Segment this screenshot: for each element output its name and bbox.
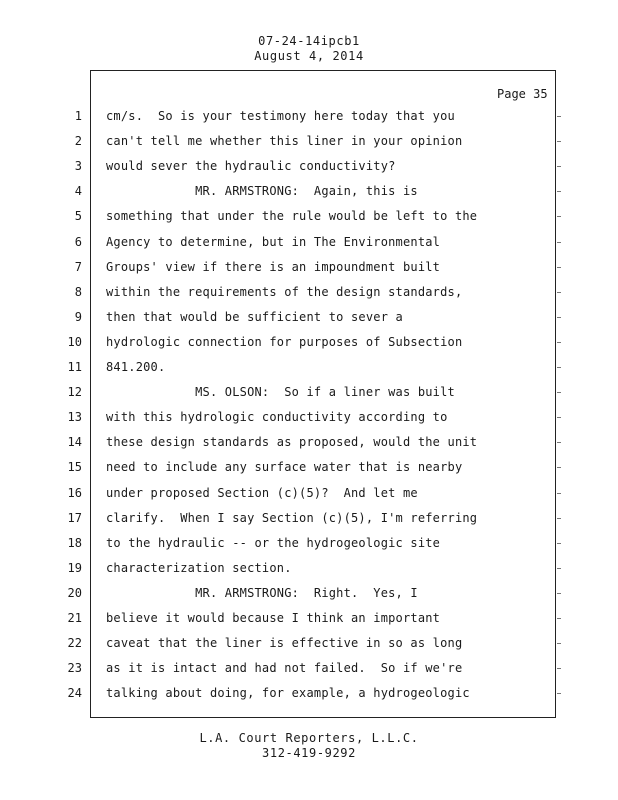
transcript-line: these design standards as proposed, would the unit <box>106 435 478 449</box>
transcript-line: believe it would because I think an important <box>106 611 441 625</box>
margin-tick <box>557 267 561 268</box>
margin-tick <box>557 568 561 569</box>
transcript-line: caveat that the liner is effective in so as long <box>106 636 463 650</box>
line-number: 2 <box>74 134 82 148</box>
margin-tick <box>557 216 561 217</box>
transcript-line: characterization section. <box>106 561 292 575</box>
margin-tick <box>557 493 561 494</box>
transcript-line: then that would be sufficient to sever a <box>106 310 403 324</box>
margin-tick <box>557 166 561 167</box>
margin-tick <box>557 141 561 142</box>
transcript-line: hydrologic connection for purposes of Subsection <box>106 335 463 349</box>
line-number: 9 <box>74 310 82 324</box>
line-number: 5 <box>74 209 82 223</box>
margin-tick <box>557 242 561 243</box>
line-number: 10 <box>67 335 82 349</box>
margin-tick <box>557 668 561 669</box>
line-number: 8 <box>74 285 82 299</box>
margin-tick <box>557 367 561 368</box>
transcript-line: MR. ARMSTRONG: Again, this is <box>106 184 418 198</box>
line-number: 13 <box>67 410 82 424</box>
transcript-line: Groups' view if there is an impoundment built <box>106 260 441 274</box>
margin-tick <box>557 417 561 418</box>
transcript-line: 841.200. <box>106 360 166 374</box>
margin-tick <box>557 317 561 318</box>
page-label: Page 35 <box>497 87 548 101</box>
transcript-line: as it is intact and had not failed. So if we're <box>106 661 463 675</box>
line-number: 3 <box>74 159 82 173</box>
transcript-line: Agency to determine, but in The Environmental <box>106 235 441 249</box>
margin-tick <box>557 593 561 594</box>
transcript-line: MS. OLSON: So if a liner was built <box>106 385 455 399</box>
line-number: 17 <box>67 511 82 525</box>
margin-tick <box>557 618 561 619</box>
transcript-line: would sever the hydraulic conductivity? <box>106 159 396 173</box>
margin-tick <box>557 342 561 343</box>
line-number: 23 <box>67 661 82 675</box>
transcript-line: can't tell me whether this liner in your opinion <box>106 134 463 148</box>
transcript-line: under proposed Section (c)(5)? And let me <box>106 486 418 500</box>
line-number: 24 <box>67 686 82 700</box>
transcript-line: cm/s. So is your testimony here today that you <box>106 109 455 123</box>
transcript-line: something that under the rule would be left to the <box>106 209 478 223</box>
transcript-line: MR. ARMSTRONG: Right. Yes, I <box>106 586 418 600</box>
line-number: 7 <box>74 260 82 274</box>
transcript-line: clarify. When I say Section (c)(5), I'm referring <box>106 511 478 525</box>
line-number: 1 <box>74 109 82 123</box>
footer-company: L.A. Court Reporters, L.L.C. <box>199 731 419 745</box>
line-number: 14 <box>67 435 82 449</box>
margin-tick <box>557 467 561 468</box>
line-number: 11 <box>67 360 82 374</box>
transcript-line: to the hydraulic -- or the hydrogeologic site <box>106 536 441 550</box>
margin-tick <box>557 292 561 293</box>
header-code: 07-24-14ipcb1 <box>258 34 360 48</box>
transcript-line: within the requirements of the design standards, <box>106 285 463 299</box>
margin-tick <box>557 543 561 544</box>
line-number: 15 <box>67 460 82 474</box>
line-number: 6 <box>74 235 82 249</box>
line-number: 21 <box>67 611 82 625</box>
margin-tick <box>557 116 561 117</box>
transcript-line: talking about doing, for example, a hydrogeologic <box>106 686 470 700</box>
line-number: 19 <box>67 561 82 575</box>
line-number: 20 <box>67 586 82 600</box>
margin-tick <box>557 442 561 443</box>
line-number: 18 <box>67 536 82 550</box>
line-number: 4 <box>74 184 82 198</box>
margin-tick <box>557 191 561 192</box>
line-number: 12 <box>67 385 82 399</box>
header-date: August 4, 2014 <box>254 49 364 63</box>
margin-tick <box>557 693 561 694</box>
margin-tick <box>557 392 561 393</box>
line-number: 22 <box>67 636 82 650</box>
footer-phone: 312-419-9292 <box>262 746 356 760</box>
transcript-line: need to include any surface water that is nearby <box>106 460 463 474</box>
line-number: 16 <box>67 486 82 500</box>
margin-tick <box>557 643 561 644</box>
margin-tick <box>557 518 561 519</box>
transcript-line: with this hydrologic conductivity according to <box>106 410 448 424</box>
